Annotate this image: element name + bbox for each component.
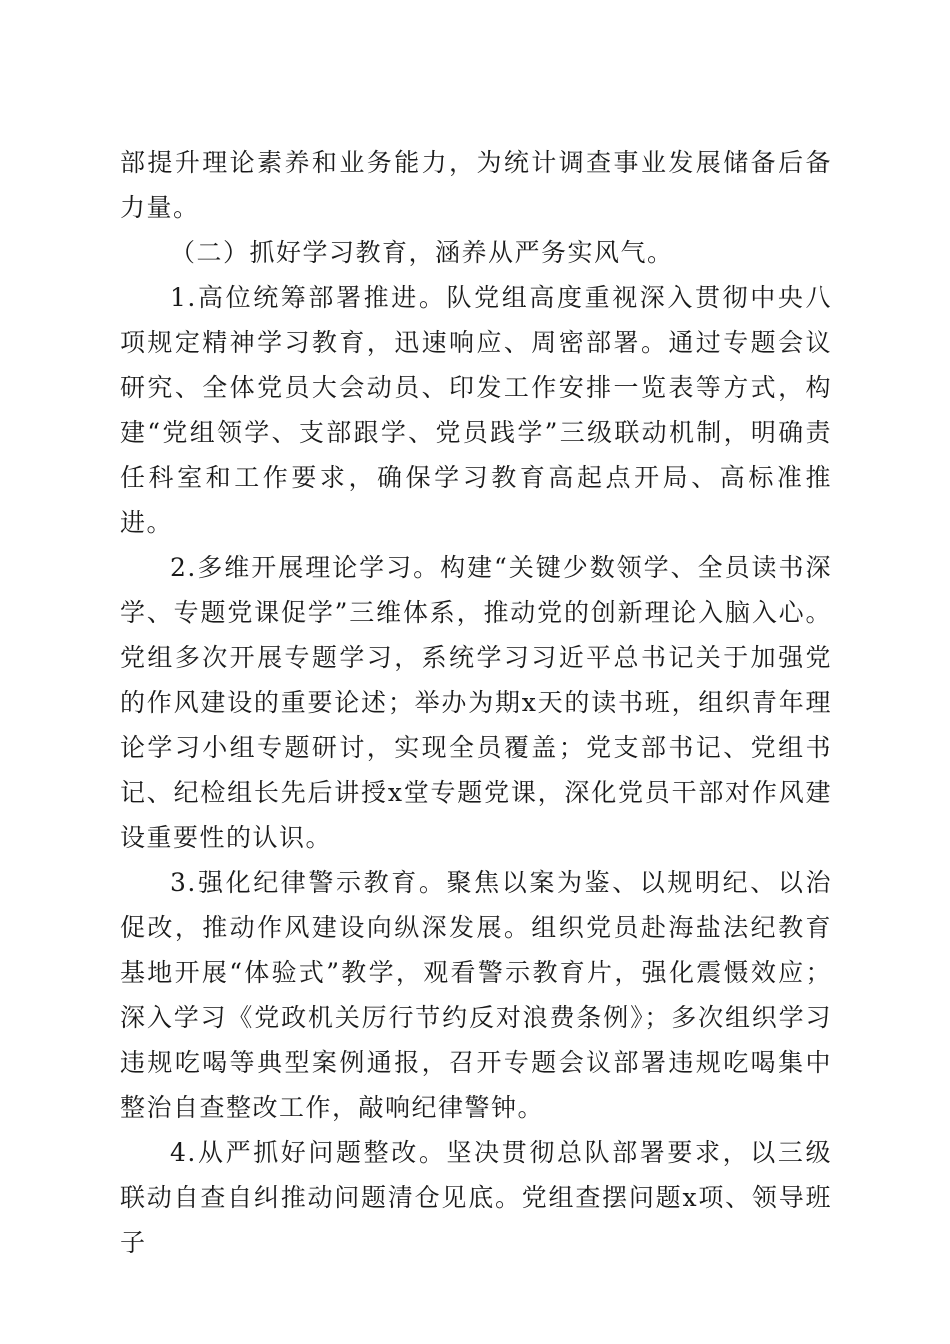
section-heading: （二）抓好学习教育，涵养从严务实风气。 <box>170 238 674 267</box>
document-body <box>120 140 832 1265</box>
paragraph-2: 2.多维开展理论学习。构建“关键少数领学、全员读书深学、专题党课促学”三维体系，推动党的创新理论入脑入心。党组多次开展专题学习，系统学习习近平总书记关于加强党的作风建设的重要论述；举办为期x天的读书班，组织青年理论学习小组专题研讨，实现全员覆盖；党支部书记、党组书记、纪检组长先后讲授x堂专题党课，深化党员干部对作风建设重要性的认识。 <box>120 553 832 852</box>
paragraph-3: 3.强化纪律警示教育。聚焦以案为鉴、以规明纪、以治促改，推动作风建设向纵深发展。组织党员赴海盐法纪教育基地开展“体验式”教学，观看警示教育片，强化震慑效应；深入学习《党政机关厉行节约反对浪费条例》；多次组织学习违规吃喝等典型案例通报，召开专题会议部署违规吃喝集中整治自查整改工作，敲响纪律警钟。 <box>120 868 832 1122</box>
paragraph-4: 4.从严抓好问题整改。坚决贯彻总队部署要求，以三级联动自查自纠推动问题清仓见底。党组查摆问题x项、领导班子 <box>120 1138 832 1257</box>
paragraph-1: 1.高位统筹部署推进。队党组高度重视深入贯彻中央八项规定精神学习教育，迅速响应、周密部署。通过专题会议研究、全体党员大会动员、印发工作安排一览表等方式，构建“党组领学、支部跟学、党员践学”三级联动机制，明确责任科室和工作要求，确保学习教育高起点开局、高标准推进。 <box>120 283 832 537</box>
paragraph-continuation: 部提升理论素养和业务能力，为统计调查事业发展储备后备力量。 <box>120 148 832 222</box>
